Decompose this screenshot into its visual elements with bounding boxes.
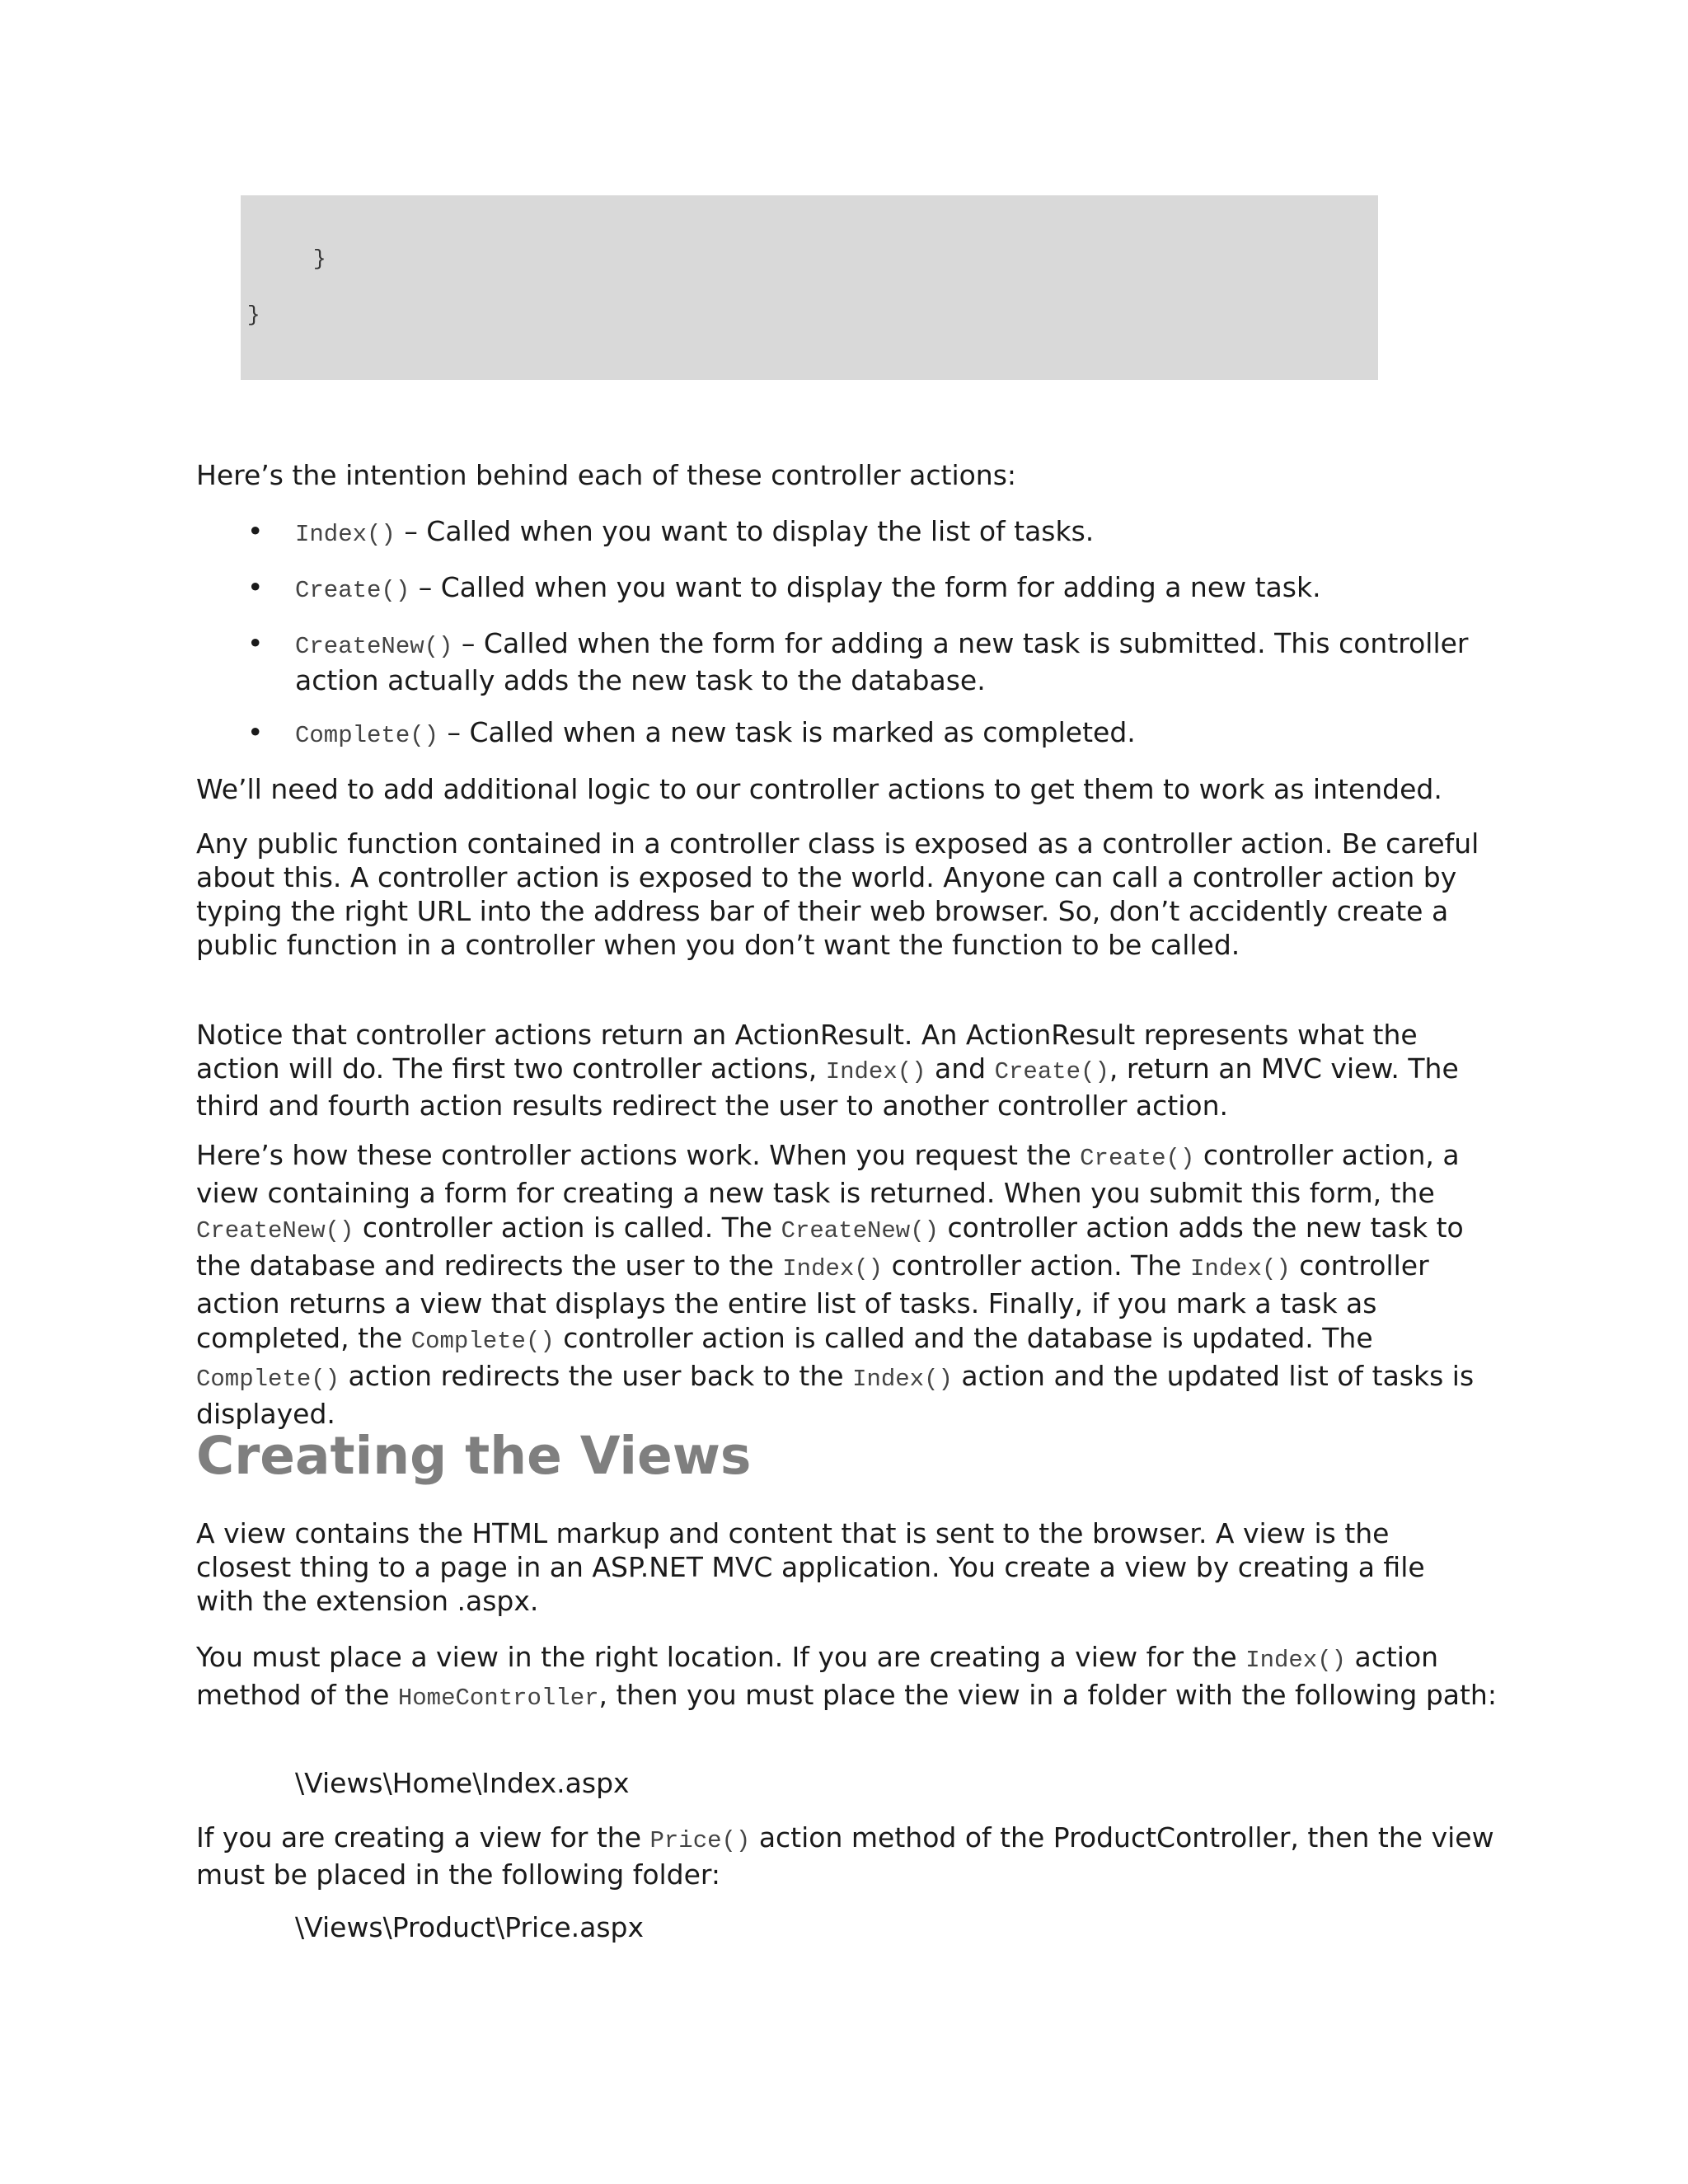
action-name: Create() — [295, 577, 410, 604]
view-path-product: \Views\Product\Price.aspx — [295, 1911, 645, 1943]
action-name: Index() — [295, 521, 396, 548]
paragraph-price-view: If you are creating a view for the Price() action method of the ProductController, then the view must be placed in the following folder: — [196, 1821, 1494, 1891]
bullet-icon: • — [247, 716, 264, 748]
code-line-closing-brace-inner: } — [313, 246, 326, 271]
action-description: – Called when the form for adding a new task is submitted. This controller action actually adds the new task to the database. — [295, 627, 1469, 696]
action-name: Complete() — [295, 722, 439, 749]
action-description: – Called when you want to display the list of tasks. — [395, 515, 1095, 547]
bullet-icon: • — [247, 515, 264, 547]
code-block — [241, 195, 1378, 380]
view-path-home: \Views\Home\Index.aspx — [295, 1767, 630, 1799]
paragraph-additional-logic: We’ll need to add additional logic to our controller actions to get them to work as intended. — [196, 773, 1442, 805]
bullet-icon: • — [247, 627, 264, 659]
paragraph-how-actions-work: Here’s how these controller actions work. When you request the Create() controller action, a view containing a form for creating a new task is returned. When you submit this form, the CreateNew() controller action is called. The CreateNew() controller action adds the new task to the database and redirects the user to the Index() controller action. The Index() controller action returns a view that displays the entire list of tasks. Finally, if you mark a task as completed, the Complete() controller action is called and the database is updated. The Complete() action redirects the user back to the Index() action and the updated list of tasks is displayed. — [196, 1139, 1475, 1430]
paragraph-view-location: You must place a view in the right location. If you are creating a view for the Index() action method of the HomeController, then you must place the view in a folder with the following path: — [196, 1641, 1497, 1712]
paragraph-public-functions: Any public function contained in a controller class is exposed as a controller action. Be careful about this. A controller action is exposed to the world. Anyone can call a controller action by typing the right URL into the address bar of their web browser. So, don’t accidently create a public function in a controller when you don’t want the function to be called. — [196, 827, 1479, 961]
action-name: CreateNew() — [295, 633, 453, 660]
paragraph-view-definition: A view contains the HTML markup and content that is sent to the browser. A view is the closest thing to a page in an ASP.NET MVC application. You create a view by creating a file with the extension .aspx. — [196, 1517, 1425, 1617]
section-heading: Creating the Views — [196, 1426, 752, 1486]
paragraph-action-result: Notice that controller actions return an ActionResult. An ActionResult represents what the action will do. The first two controller actions, Index() and Create(), return an MVC view. The third and fourth action results redirect the user to another controller action. — [196, 1019, 1459, 1122]
code-line-closing-brace-outer: } — [247, 302, 260, 327]
action-description: – Called when a new task is marked as completed. — [438, 716, 1136, 748]
bullet-icon: • — [247, 571, 264, 603]
action-description: – Called when you want to display the form for adding a new task. — [410, 571, 1321, 603]
intro-paragraph: Here’s the intention behind each of these controller actions: — [196, 459, 1017, 491]
